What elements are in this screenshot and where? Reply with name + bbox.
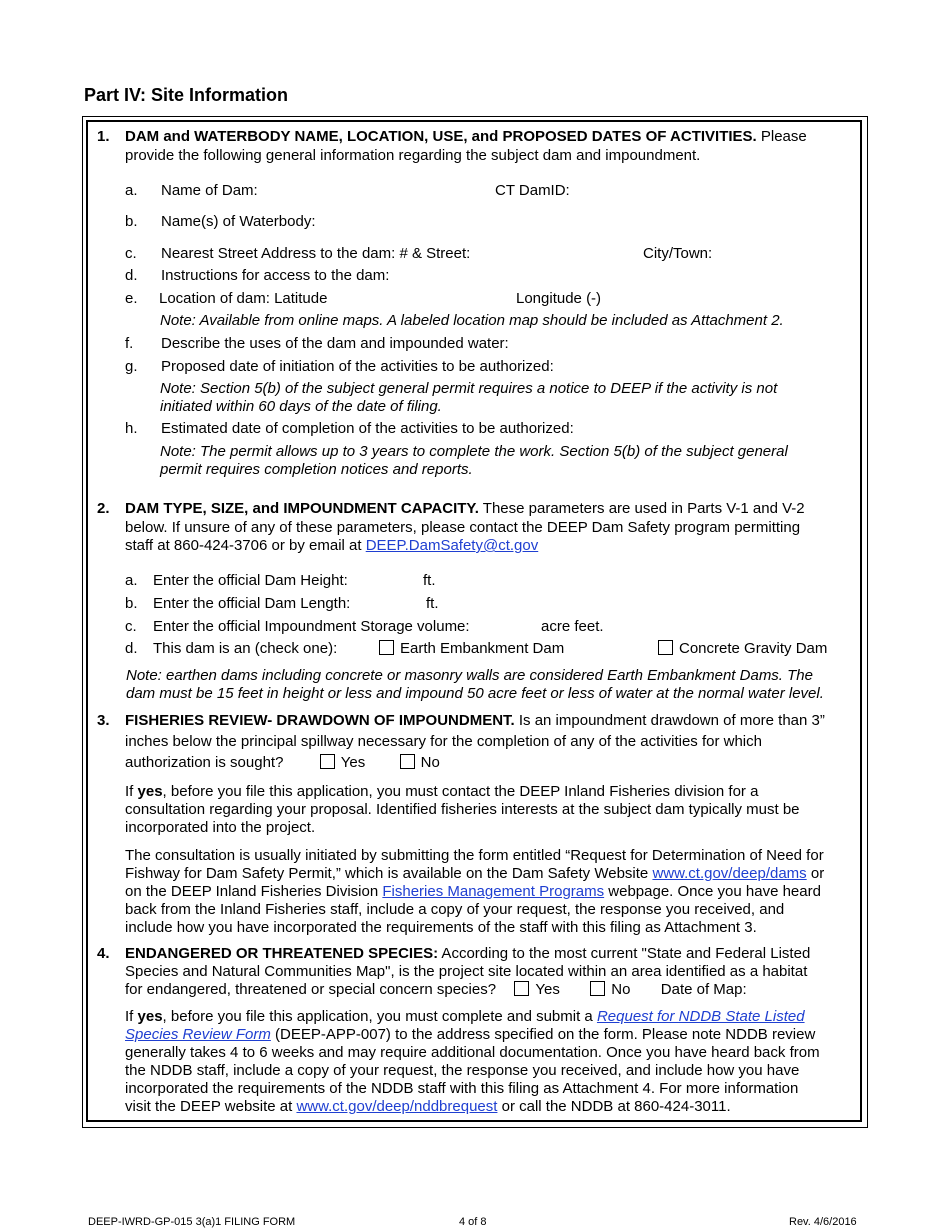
concrete-gravity-checkbox[interactable] xyxy=(658,640,673,655)
dam-length-label: Enter the official Dam Length: xyxy=(153,595,351,612)
initiation-note: initiated within 60 days of the date of filing. xyxy=(160,398,442,415)
item-letter: e. xyxy=(125,290,138,307)
item-letter: g. xyxy=(125,358,138,375)
intro-text: for endangered, threatened or special concern species? xyxy=(125,981,497,998)
body-text: consultation regarding your proposal. Identified fisheries interests at the subject dam typically must be xyxy=(125,801,800,818)
section-number: 4. xyxy=(97,945,110,962)
access-instructions-label: Instructions for access to the dam: xyxy=(161,267,390,284)
intro-text: authorization is sought? xyxy=(125,754,284,771)
footer-revision: Rev. 4/6/2016 xyxy=(789,1216,857,1228)
section-heading: ENDANGERED OR THREATENED SPECIES: xyxy=(125,945,439,962)
section-heading: FISHERIES REVIEW- DRAWDOWN OF IMPOUNDMENT. xyxy=(125,712,515,729)
dam-type-note: dam must be 15 feet in height or less and impound 50 acre feet or less of water at the normal water level. xyxy=(126,685,824,702)
yes-emphasis: yes xyxy=(137,783,163,800)
page-title: Part IV: Site Information xyxy=(84,85,289,105)
body-text: back from the Inland Fisheries staff, include a copy of your request, the response you received, and xyxy=(125,901,785,918)
fisheries-paragraph-2-line-3 xyxy=(125,883,821,901)
date-of-map-label: Date of Map: xyxy=(660,981,747,998)
body-text: , before you file this application, you must complete and submit a xyxy=(162,1008,597,1025)
dam-uses-label: Describe the uses of the dam and impounded water: xyxy=(161,335,509,352)
section-3-question-line xyxy=(125,754,440,772)
earth-embankment-label: Earth Embankment Dam xyxy=(400,640,565,657)
intro-text: These parameters are used in Parts V-1 and V-2 xyxy=(478,500,805,517)
section-4-intro-line-1 xyxy=(125,945,810,963)
city-town-label: City/Town: xyxy=(643,245,713,262)
body-text: Fishway for Dam Safety Permit,” which is available on the Dam Safety Website xyxy=(125,865,653,882)
item-letter: a. xyxy=(125,182,138,199)
initiation-note: Note: Section 5(b) of the subject general permit requires a notice to DEEP if the activity is not xyxy=(160,380,778,397)
body-text: incorporated into the project. xyxy=(125,819,316,836)
nddb-review-form-link-cont[interactable]: Species Review Form xyxy=(125,1026,271,1043)
body-text: visit the DEEP website at xyxy=(125,1098,297,1115)
storage-volume-label: Enter the official Impoundment Storage volume: xyxy=(153,618,470,635)
species-paragraph-line-2 xyxy=(125,1026,815,1044)
section-number: 3. xyxy=(97,712,110,729)
latitude-label: Location of dam: Latitude xyxy=(159,290,328,307)
fisheries-programs-link[interactable]: Fisheries Management Programs xyxy=(382,883,605,900)
item-letter: h. xyxy=(125,420,138,437)
intro-text: inches below the principal spillway necessary for the completion of any of the activities for which xyxy=(125,733,762,750)
footer-page-number: 4 of 8 xyxy=(459,1216,487,1228)
body-text: The consultation is usually initiated by submitting the form entitled “Request for Determination of Need for xyxy=(125,847,824,864)
yes-label: Yes xyxy=(340,754,366,771)
item-letter: a. xyxy=(125,572,138,589)
fisheries-yes-checkbox[interactable] xyxy=(320,754,335,769)
item-letter: c. xyxy=(125,618,137,635)
nddb-review-form-link[interactable]: Request for NDDB State Listed xyxy=(596,1008,805,1025)
completion-note: Note: The permit allows up to 3 years to complete the work. Section 5(b) of the subject general xyxy=(160,443,788,460)
nddb-request-link[interactable]: www.ct.gov/deep/nddbrequest xyxy=(296,1098,498,1115)
ct-damid-label: CT DamID: xyxy=(495,182,570,199)
yes-emphasis: yes xyxy=(137,1008,163,1025)
intro-text: Is an impoundment drawdown of more than 3” xyxy=(514,712,825,729)
concrete-gravity-label: Concrete Gravity Dam xyxy=(679,640,828,657)
earth-embankment-option[interactable] xyxy=(379,640,564,658)
waterbody-name-label: Name(s) of Waterbody: xyxy=(161,213,316,230)
section-1-intro-line-1 xyxy=(125,128,807,146)
species-no-checkbox[interactable] xyxy=(590,981,605,996)
no-label: No xyxy=(611,981,631,998)
item-letter: d. xyxy=(125,267,138,284)
earth-embankment-checkbox[interactable] xyxy=(379,640,394,655)
body-text: on the DEEP Inland Fisheries Division xyxy=(125,883,383,900)
body-text: include how you have incorporated the requirements of the staff with this filing as Attachment 3. xyxy=(125,919,757,936)
unit-label: ft. xyxy=(423,572,436,589)
intro-text: staff at 860-424-3706 or by email at xyxy=(125,537,366,554)
concrete-gravity-option[interactable] xyxy=(658,640,827,658)
intro-text: Species and Natural Communities Map", is the project site located within an area identified as a habitat xyxy=(125,963,808,980)
dam-type-note: Note: earthen dams including concrete or masonry walls are considered Earth Embankment Dams. The xyxy=(126,667,813,684)
yes-label: Yes xyxy=(535,981,560,998)
location-note: Note: Available from online maps. A labeled location map should be included as Attachment 2. xyxy=(160,312,784,329)
body-text: incorporated the requirements of the NDDB staff with this filing as Attachment 4. For more information xyxy=(125,1080,799,1097)
unit-label: ft. xyxy=(426,595,439,612)
fisheries-no-checkbox[interactable] xyxy=(400,754,415,769)
species-paragraph-line-6 xyxy=(125,1098,731,1116)
dam-height-label: Enter the official Dam Height: xyxy=(153,572,348,589)
initiation-date-label: Proposed date of initiation of the activities to be authorized: xyxy=(161,358,554,375)
dam-name-label: Name of Dam: xyxy=(161,182,258,199)
dam-type-label: This dam is an (check one): xyxy=(153,640,338,657)
species-paragraph-line-1 xyxy=(125,1008,805,1026)
body-text: or xyxy=(806,865,825,882)
item-letter: f. xyxy=(125,335,134,352)
body-text: generally takes 4 to 6 weeks and may require additional documentation. Once you have heard back from xyxy=(125,1044,820,1061)
no-label: No xyxy=(420,754,440,771)
section-2-intro-line-3 xyxy=(125,537,538,555)
completion-note: permit requires completion notices and reports. xyxy=(160,461,473,478)
body-text: webpage. Once you have heard xyxy=(604,883,821,900)
unit-label: acre feet. xyxy=(541,618,604,635)
fisheries-paragraph-2-line-2 xyxy=(125,865,824,883)
section-3-intro-line-1 xyxy=(125,712,825,730)
item-letter: d. xyxy=(125,640,138,657)
section-4-question-line xyxy=(125,981,747,999)
intro-text: provide the following general information regarding the subject dam and impoundment. xyxy=(125,147,701,164)
item-letter: b. xyxy=(125,213,138,230)
species-yes-checkbox[interactable] xyxy=(514,981,529,996)
section-heading: DAM and WATERBODY NAME, LOCATION, USE, and PROPOSED DATES OF ACTIVITIES. xyxy=(125,128,757,145)
item-letter: b. xyxy=(125,595,138,612)
completion-date-label: Estimated date of completion of the activities to be authorized: xyxy=(161,420,574,437)
footer-form-id: DEEP-IWRD-GP-015 3(a)1 FILING FORM xyxy=(88,1216,296,1228)
section-2-intro-line-1 xyxy=(125,500,805,518)
dam-safety-email-link[interactable]: DEEP.DamSafety@ct.gov xyxy=(365,537,539,554)
longitude-label: Longitude (-) xyxy=(516,290,602,307)
section-heading: DAM TYPE, SIZE, and IMPOUNDMENT CAPACITY. xyxy=(125,500,479,517)
intro-text: below. If unsure of any of these parameters, please contact the DEEP Dam Safety program permitting xyxy=(125,519,801,536)
section-number: 1. xyxy=(97,128,110,145)
body-text: If xyxy=(125,783,138,800)
body-text: or call the NDDB at 860-424-3011. xyxy=(497,1098,731,1115)
body-text: the NDDB staff, include a copy of your request, the response you received, and include how you have xyxy=(125,1062,800,1079)
item-letter: c. xyxy=(125,245,137,262)
section-number: 2. xyxy=(97,500,110,517)
intro-text: According to the most current "State and Federal Listed xyxy=(438,945,811,962)
body-text: , before you file this application, you must contact the DEEP Inland Fisheries division for a xyxy=(162,783,759,800)
body-text: (DEEP-APP-007) to the address specified on the form. Please note NDDB review xyxy=(270,1026,816,1043)
street-address-label: Nearest Street Address to the dam: # & Street: xyxy=(161,245,471,262)
fisheries-paragraph-1-line-1 xyxy=(125,783,758,801)
intro-text: Please xyxy=(756,128,807,145)
dam-safety-website-link[interactable]: www.ct.gov/deep/dams xyxy=(652,865,807,882)
body-text: If xyxy=(125,1008,138,1025)
